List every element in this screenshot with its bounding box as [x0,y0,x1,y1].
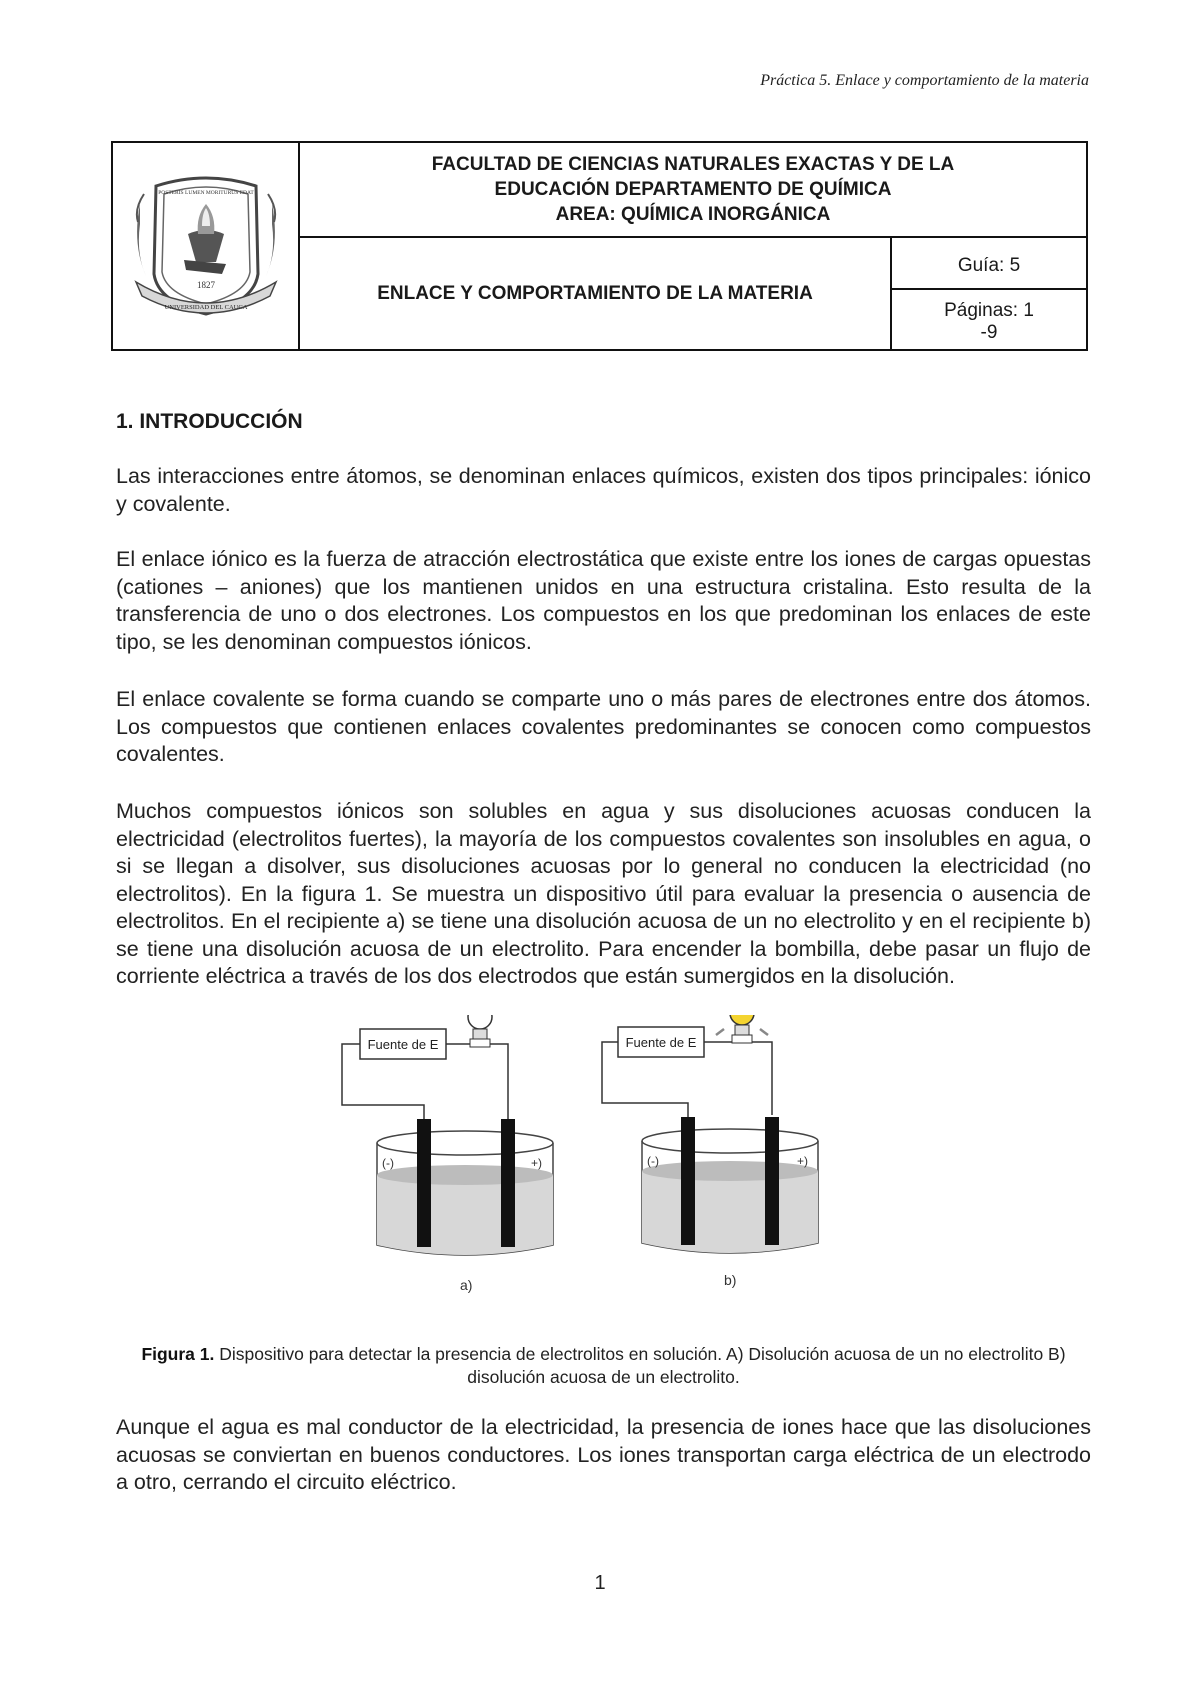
label-a: a) [460,1277,473,1293]
electrode-negative-b [681,1117,695,1245]
electrolyte-device-figure [320,1015,880,1335]
figure-caption [116,1343,1091,1389]
header-table [111,141,1088,351]
device-b [602,1015,818,1288]
lightbulb-on-icon [712,1015,772,1043]
pages-line-1: Páginas: 1 [944,300,1034,321]
paragraph-3: El enlace covalente se forma cuando se comparte uno o más pares de electrones entre dos átomos. Los compuestos que contienen enlaces covalentes predominantes se conocen como compuestos covalentes. [116,687,1091,766]
caption-text: Dispositivo para detectar la presencia de electrolitos en solución. A) Disolución acuosa de un no electrolito B) disolución acuosa de un electrolito. [214,1344,1066,1387]
svg-text:1827: 1827 [196,279,215,290]
svg-text:+): +) [797,1154,809,1168]
guide-number: Guía: 5 [892,243,1086,290]
university-seal-logo [112,142,299,350]
page-number: 1 [594,1572,606,1594]
running-header: Práctica 5. Enlace y comportamiento de la materia [760,72,1089,89]
paragraph-1: Las interacciones entre átomos, se denominan enlaces químicos, existen dos tipos principales: iónico y covalente. [116,464,1091,516]
electrode-positive-a [501,1119,515,1247]
paragraph-2: El enlace iónico es la fuerza de atracción electrostática que existe entre los iones de cargas opuestas (cationes – aniones) que los mantienen unidos en una estructura cristalina. Esto resulta de la transferencia de uno o dos electrones. Los compuestos en los que predominan los enlaces de este tipo, se les denominan compuestos iónicos. [116,547,1091,654]
svg-text:POSTERIS LUMEN MORITURUS EDAT: POSTERIS LUMEN MORITURUS EDAT [157,189,254,196]
power-source-b-label: Fuente de E [625,1035,697,1050]
electrode-positive-b [765,1117,779,1245]
institution-line-2: EDUCACIÓN DEPARTAMENTO DE QUÍMICA [494,179,892,200]
paragraph-5: Aunque el agua es mal conductor de la electricidad, la presencia de iones hace que las disoluciones acuosas se conviertan en buenos conductores. Los iones transportan carga eléctrica de un electrodo a otro, cerrando el circuito eléctrico. [116,1415,1091,1494]
pages-count [892,290,1086,344]
section-title: 1. INTRODUCCIÓN [116,410,303,433]
svg-text:(-): (-) [382,1156,394,1170]
svg-text:UNIVERSIDAD DEL CAUCA: UNIVERSIDAD DEL CAUCA [164,303,247,311]
pages-line-2: -9 [980,322,998,343]
caption-label: Figura 1. [141,1344,215,1364]
lightbulb-off-icon [468,1015,492,1047]
guide-pages-cell [891,237,1087,350]
electrode-negative-a [417,1119,431,1247]
institution-line-3: AREA: QUÍMICA INORGÁNICA [555,204,831,225]
power-source-a-label: Fuente de E [367,1037,439,1052]
document-title: ENLACE Y COMPORTAMIENTO DE LA MATERIA [299,237,891,350]
institution-line-1: FACULTAD DE CIENCIAS NATURALES EXACTAS Y DE LA [431,154,955,175]
device-a [342,1015,553,1293]
svg-text:+): +) [531,1156,543,1170]
svg-text:(-): (-) [647,1154,659,1168]
paragraph-4: Muchos compuestos iónicos son solubles en agua y sus disoluciones acuosas conducen la electricidad (electrolitos fuertes), la mayoría de los compuestos covalentes son insolubles en agua, o si se llegan a disolver, sus disoluciones acuosas por lo general no conducen la electricidad (no electrolitos). En la figura 1. Se muestra un dispositivo útil para evaluar la presencia o ausencia de electrolitos. En el recipiente a) se tiene una disolución acuosa de un no electrolito y en el recipiente b) se tiene una disolución acuosa de un electrolito. Para encender la bombilla, debe pasar un flujo de corriente eléctrica a través de los dos electrodos que están sumergidos en la disolución. [116,799,1091,988]
label-b: b) [724,1272,737,1288]
institution-cell [299,142,1087,237]
seal-icon [126,164,286,324]
